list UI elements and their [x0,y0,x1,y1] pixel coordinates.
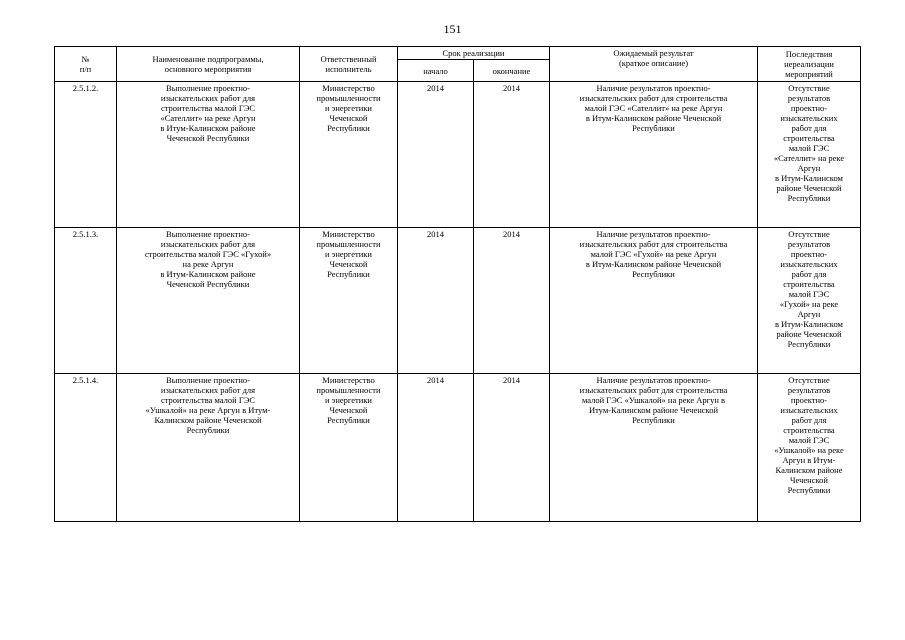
cell-end: 2014 [474,82,550,228]
cell-num: 2.5.1.2. [55,82,117,228]
cell-name: Выполнение проектно- изыскательских работ для строительства малой ГЭС «Сателлит» на реке Аргун в Итум-Калинском районе Чеченской Республики [117,82,300,228]
cell-consequence: Отсутствие результатов проектно- изыскательских работ для строительства малой ГЭС «Гухой» на реке Аргун в Итум-Калинском районе Чеченской Республики [758,228,861,374]
cell-executor: Министерство промышленности и энергетики Чеченской Республики [300,374,398,522]
cell-result: Наличие результатов проектно- изыскательских работ для строительства малой ГЭС «Ушкалой» на реке Аргун в Итум-Калинском районе Чеченской Республики [550,374,758,522]
cell-executor: Министерство промышленности и энергетики Чеченской Республики [300,82,398,228]
cell-end: 2014 [474,374,550,522]
plan-table [54,46,861,522]
cell-consequence: Отсутствие результатов проектно- изыскательских работ для строительства малой ГЭС «Сателлит» на реке Аргун в Итум-Калинском районе Чеченской Республики [758,82,861,228]
page-number: 151 [443,22,462,36]
cell-num: 2.5.1.4. [55,374,117,522]
cell-start: 2014 [398,82,474,228]
cell-start: 2014 [398,228,474,374]
header-result: Ожидаемый результат (краткое описание) [550,47,758,82]
table-row [55,228,861,374]
table-row [55,82,861,228]
header-period: Срок реализации [398,47,550,60]
header-end: окончание [474,60,550,82]
table-row [55,374,861,522]
header-name: Наименование подпрограммы, основного мероприятия [117,47,300,82]
cell-consequence: Отсутствие результатов проектно- изыскательских работ для строительства малой ГЭС «Ушкалой» на реке Аргун в Итум- Калинском районе Чеченской Республики [758,374,861,522]
cell-num: 2.5.1.3. [55,228,117,374]
header-consequence: Последствия нереализации мероприятий [758,47,861,82]
cell-result: Наличие результатов проектно- изыскательских работ для строительства малой ГЭС «Сателлит» на реке Аргун в Итум-Калинском районе Чеченской Республики [550,82,758,228]
cell-result: Наличие результатов проектно- изыскательских работ для строительства малой ГЭС «Гухой» на реке Аргун в Итум-Калинском районе Чеченской Республики [550,228,758,374]
header-start: начало [398,60,474,82]
header-num: № п/п [55,47,117,82]
cell-executor: Министерство промышленности и энергетики Чеченской Республики [300,228,398,374]
cell-name: Выполнение проектно- изыскательских работ для строительства малой ГЭС «Гухой» на реке Аргун в Итум-Калинском районе Чеченской Республики [117,228,300,374]
cell-name: Выполнение проектно- изыскательских работ для строительства малой ГЭС «Ушкалой» на реке Аргун в Итум- Калинском районе Чеченской Республики [117,374,300,522]
cell-start: 2014 [398,374,474,522]
plan-table-body [55,82,861,522]
header-executor: Ответственный исполнитель [300,47,398,82]
cell-end: 2014 [474,228,550,374]
